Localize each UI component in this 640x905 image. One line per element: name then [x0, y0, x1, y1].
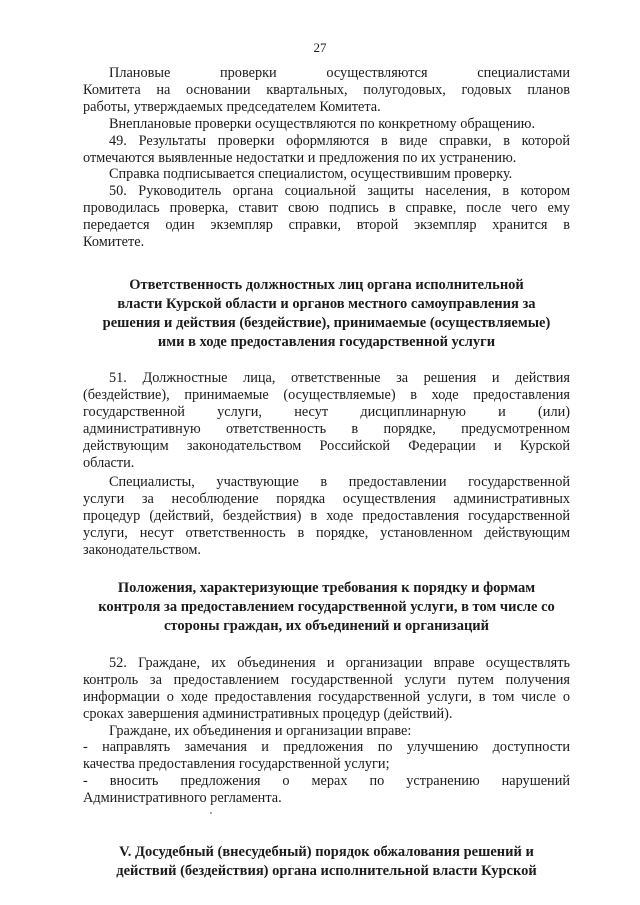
heading-control — [83, 579, 570, 636]
heading-line: власти Курской области и органов местного самоуправления за — [117, 295, 536, 312]
text-line: услуги за несоблюдение порядка осуществления административных — [83, 491, 570, 508]
text-line: Комитета на основании квартальных, полугодовых, годовых планов — [83, 81, 570, 98]
heading-line: контроля за предоставлением государственной услуги, в том числе со — [98, 598, 555, 615]
heading-line: Ответственность должностных лиц органа исполнительной — [129, 276, 524, 293]
paragraph-50 — [83, 183, 570, 251]
heading-line: стороны граждан, их объединений и организаций — [163, 617, 490, 634]
list-item — [83, 773, 570, 807]
paragraph-citizens-rights: Граждане, их объединения и организации вправе: — [109, 722, 412, 739]
heading-line: Положения, характеризующие требования к порядку и формам — [117, 579, 536, 596]
heading-line: действий (бездействия) органа исполнительной власти Курской — [116, 863, 537, 880]
paragraph-unplanned-checks: Внеплановые проверки осуществляются по конкретному обращению. — [109, 115, 536, 132]
paragraph-specialists — [83, 474, 570, 559]
text-line: отмечаются выявленные недостатки и предложения по их устранению. — [83, 149, 517, 166]
text-line: государственной услуги, несут дисциплинарную и (или) — [83, 403, 570, 420]
text-line: - направлять замечания и предложения по улучшению доступности — [83, 739, 570, 756]
heading-line: ими в ходе предоставления государственной услуги — [157, 333, 496, 350]
heading-responsibility — [83, 276, 570, 352]
text-line: Административного регламента. — [83, 790, 282, 807]
text-line: процедур (действий, бездействия) в ходе предоставления государственной — [83, 508, 570, 525]
text-line: - вносить предложения о мерах по устранению нарушений — [83, 773, 570, 790]
list-item — [83, 739, 570, 773]
text-line: законодательством. — [83, 542, 201, 559]
text-line: передается один экземпляр справки, второй экземпляр хранится в — [83, 217, 570, 234]
text-line: сроках завершения административных процедур (действий). — [83, 705, 453, 722]
text-line: (бездействие), принимаемые (осуществляемые) в ходе предоставления — [83, 386, 570, 403]
paragraph-planned-checks — [83, 65, 570, 116]
text-line: Комитете. — [83, 234, 145, 251]
text-line: действующим законодательством Российской Федерации и Курской — [83, 437, 570, 454]
page-body — [83, 65, 570, 881]
text-line: Специалисты, участвующие в предоставлении государственной — [109, 474, 570, 491]
text-line: 50. Руководитель органа социальной защиты населения, в котором — [109, 183, 570, 200]
text-line: проводилась проверка, ставит свою подпись в справке, после чего ему — [83, 200, 570, 217]
text-line: административную ответственность в порядке, предусмотренном — [83, 420, 570, 437]
text-line: услуги, несут ответственность в порядке, установленном действующим — [83, 525, 570, 542]
text-line: 51. Должностные лица, ответственные за решения и действия — [109, 369, 570, 386]
text-line: контроль за предоставлением государственной услуги путем получения — [83, 671, 570, 688]
text-line: качества предоставления государственной услуги; — [83, 756, 390, 773]
text-line: 52. Граждане, их объединения и организации вправе осуществлять — [109, 654, 570, 671]
heading-line: решения и действия (бездействие), принимаемые (осуществляемые) — [102, 314, 551, 331]
scan-speck — [210, 812, 212, 814]
paragraph-51 — [83, 370, 570, 471]
text-line: 49. Результаты проверки оформляются в виде справки, в которой — [109, 132, 570, 149]
text-line: Плановые проверки осуществляются специалистами — [109, 65, 570, 81]
paragraph-report-signed: Справка подписывается специалистом, осуществившим проверку. — [109, 166, 513, 183]
text-line: работы, утверждаемых председателем Комитета. — [83, 98, 381, 115]
heading-line: V. Досудебный (внесудебный) порядок обжалования решений и — [119, 844, 534, 861]
heading-section-v — [83, 843, 570, 881]
paragraph-52 — [83, 655, 570, 723]
paragraph-49 — [83, 133, 570, 167]
text-line: информации о ходе предоставления государственной услуги, в том числе о — [83, 688, 570, 705]
page-number: 27 — [313, 40, 327, 55]
text-line: области. — [83, 454, 135, 471]
